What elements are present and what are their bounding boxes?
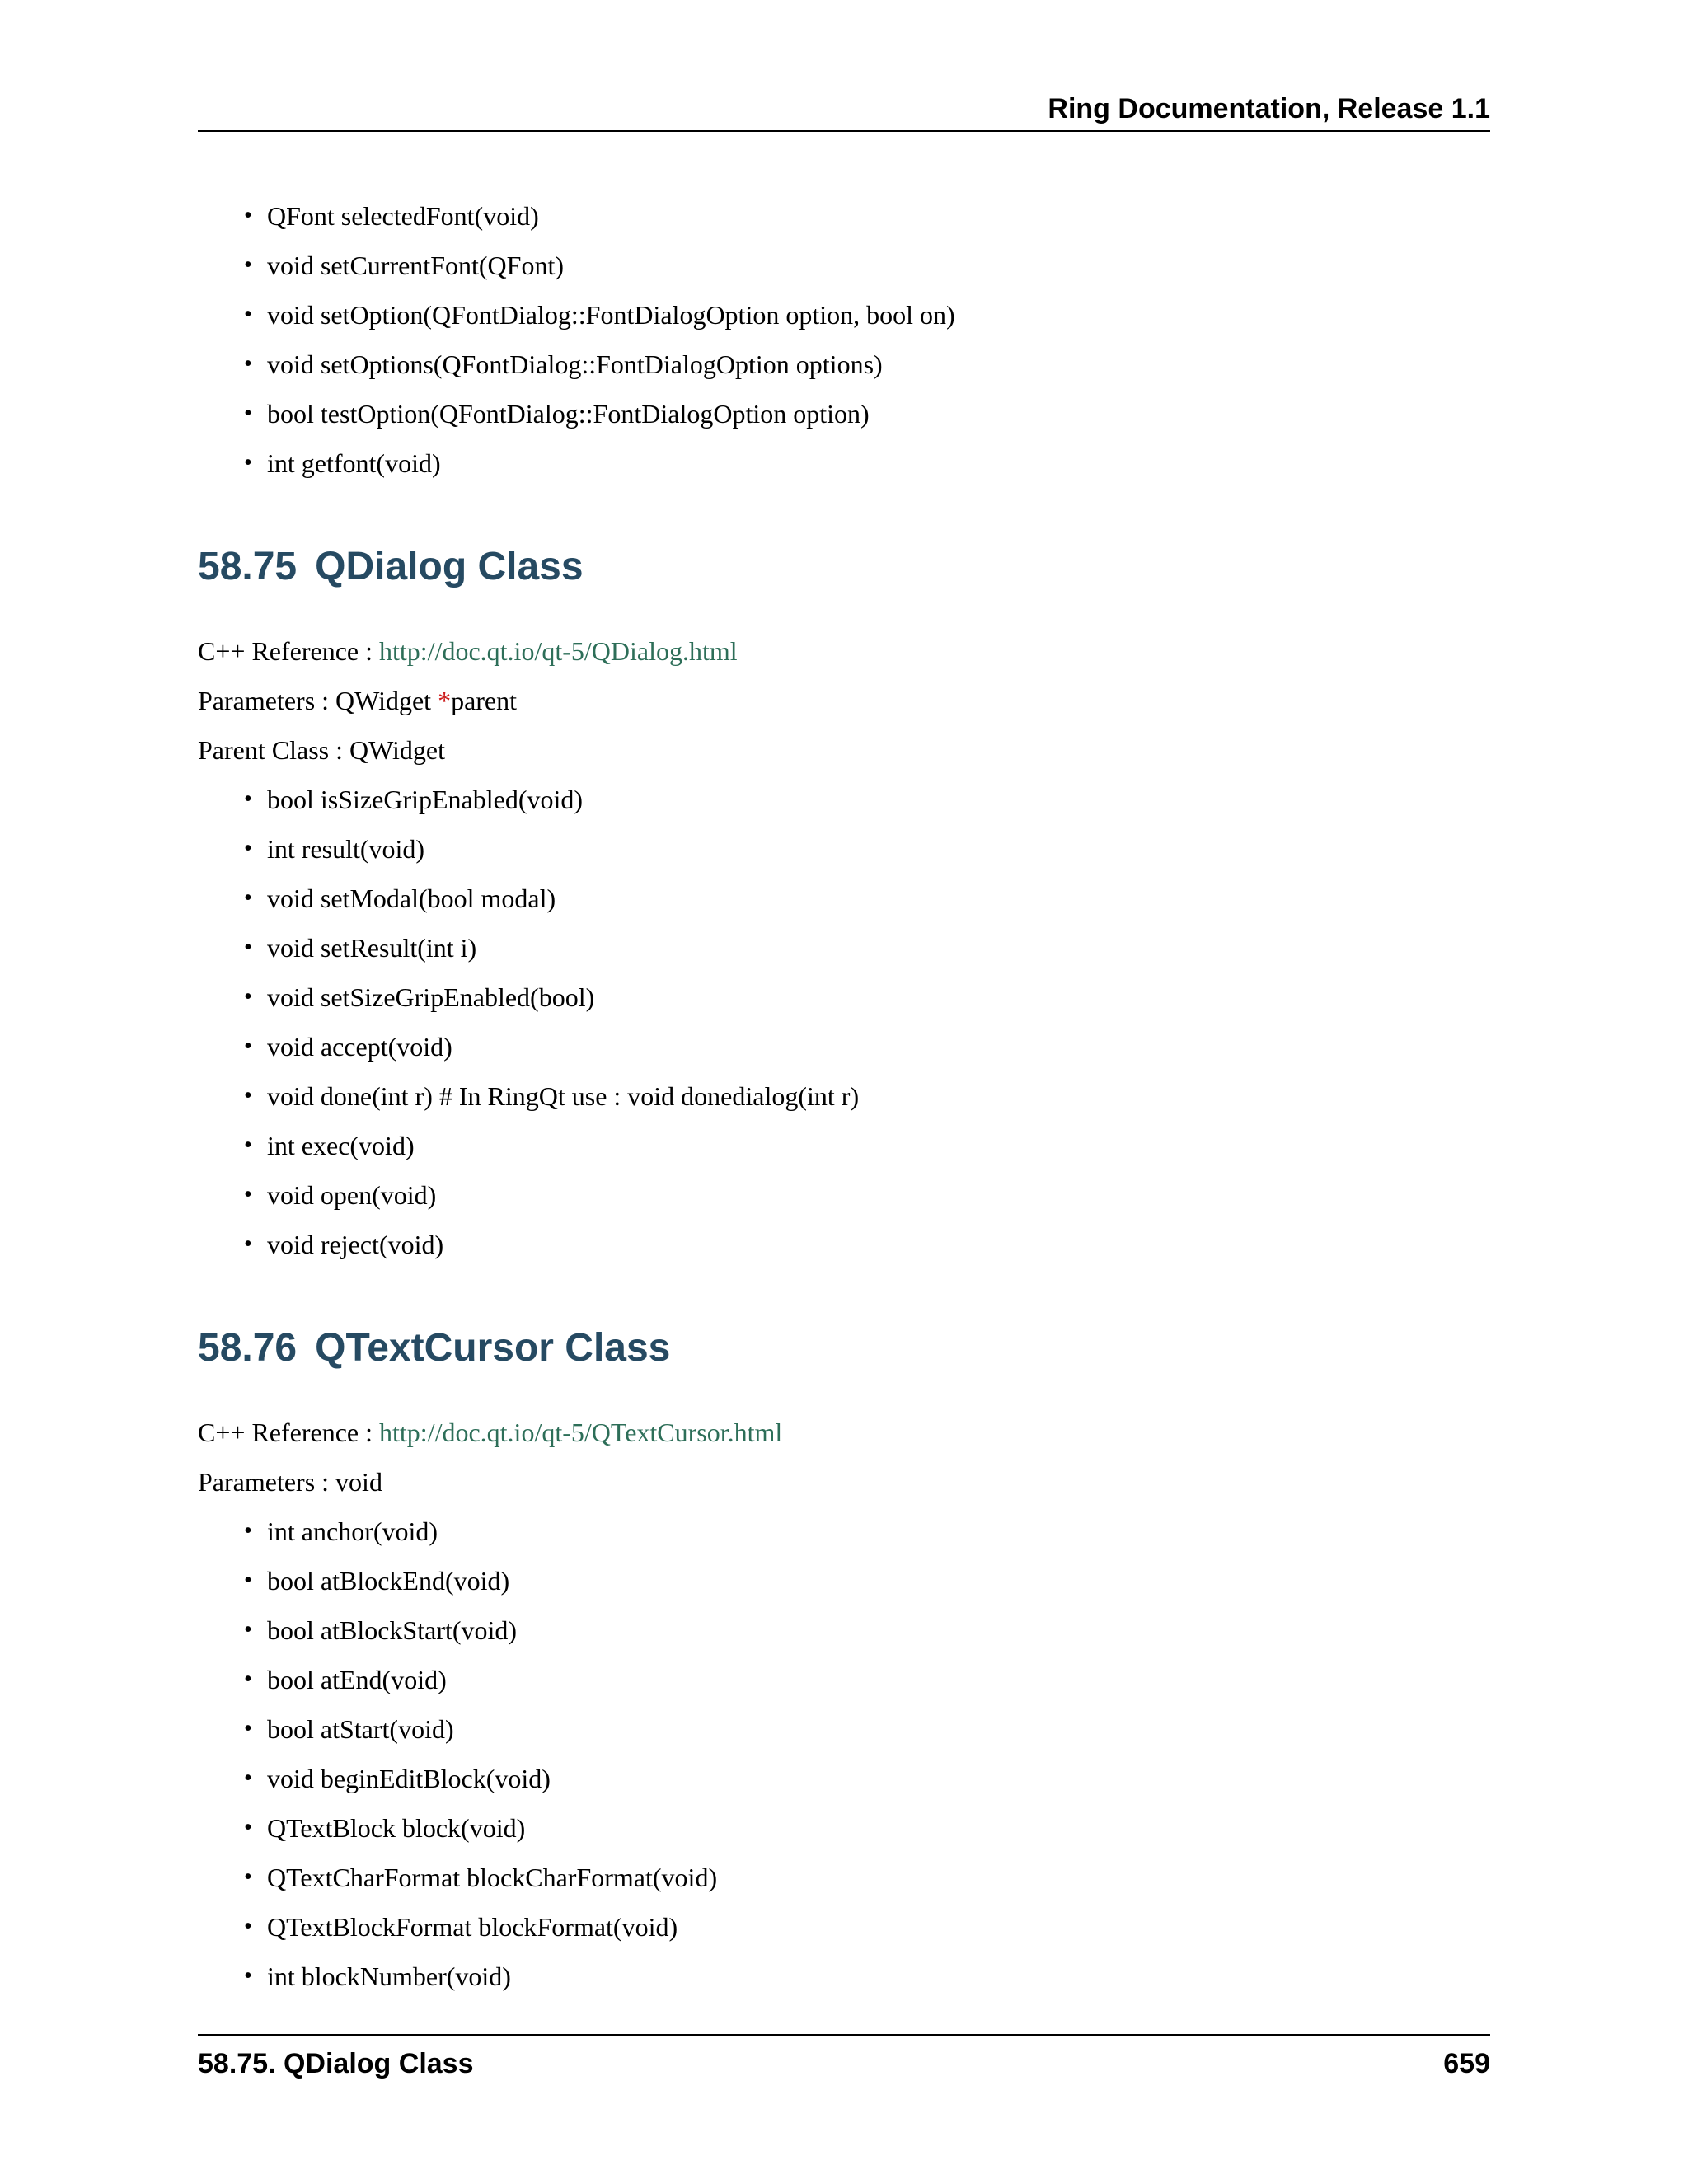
list-item: • int blockNumber(void) — [244, 1952, 717, 2001]
section-heading-qtextcursor — [198, 1325, 670, 1371]
list-item: • void setCurrentFont(QFont) — [244, 241, 955, 290]
qdialog-cpp-reference: C++ Reference : http://doc.qt.io/qt-5/QDialog.html — [198, 636, 738, 666]
list-item: • QTextBlock block(void) — [244, 1803, 717, 1853]
section-title: QDialog Class — [315, 545, 584, 588]
bullet-icon: • — [244, 1518, 252, 1544]
footer-section-title: 58.75. QDialog Class — [198, 2048, 474, 2079]
bullet-icon: • — [244, 1666, 252, 1692]
list-item: • void setSizeGripEnabled(bool) — [244, 972, 859, 1022]
qdialog-methods-list — [244, 775, 859, 1269]
list-item: • bool testOption(QFontDialog::FontDialogOption option) — [244, 389, 955, 438]
qtextcursor-cpp-reference: C++ Reference : http://doc.qt.io/qt-5/QTextCursor.html — [198, 1418, 783, 1447]
qdialog-parent-class: Parent Class : QWidget — [198, 735, 445, 765]
list-item: • void done(int r) # In RingQt use : void donedialog(int r) — [244, 1071, 859, 1121]
list-item: • void setOption(QFontDialog::FontDialogOption option, bool on) — [244, 290, 955, 340]
bullet-icon: • — [244, 351, 252, 377]
bullet-icon: • — [244, 836, 252, 861]
bullet-icon: • — [244, 1815, 252, 1840]
bullet-icon: • — [244, 1033, 252, 1059]
bullet-icon: • — [244, 1914, 252, 1939]
qtextcursor-reference-link[interactable]: http://doc.qt.io/qt-5/QTextCursor.html — [379, 1418, 783, 1447]
list-item: • void beginEditBlock(void) — [244, 1754, 717, 1803]
qtextcursor-parameters: Parameters : void — [198, 1467, 382, 1497]
bullet-icon: • — [244, 786, 252, 812]
list-item: • void setOptions(QFontDialog::FontDialogOption options) — [244, 340, 955, 389]
page-footer — [198, 2034, 1490, 2085]
bullet-icon: • — [244, 1182, 252, 1207]
page-header — [198, 92, 1490, 132]
document-title: Ring Documentation, Release 1.1 — [1048, 93, 1490, 124]
list-item: • void accept(void) — [244, 1022, 859, 1071]
list-item: • void open(void) — [244, 1170, 859, 1220]
list-item: • int exec(void) — [244, 1121, 859, 1170]
section-number: 58.76 — [198, 1326, 298, 1370]
list-item: • QTextCharFormat blockCharFormat(void) — [244, 1853, 717, 1902]
list-item: • bool atEnd(void) — [244, 1655, 717, 1704]
bullet-icon: • — [244, 1132, 252, 1158]
list-item: • bool atStart(void) — [244, 1704, 717, 1754]
bullet-icon: • — [244, 1617, 252, 1643]
bullet-icon: • — [244, 302, 252, 327]
list-item: • bool isSizeGripEnabled(void) — [244, 775, 859, 824]
qdialog-parameters: Parameters : QWidget *parent — [198, 686, 518, 715]
bullet-icon: • — [244, 1231, 252, 1257]
list-item: • QTextBlockFormat blockFormat(void) — [244, 1902, 717, 1952]
list-item: • int getfont(void) — [244, 438, 955, 488]
list-item: • void setModal(bool modal) — [244, 874, 859, 923]
list-item: • int anchor(void) — [244, 1507, 717, 1556]
bullet-icon: • — [244, 450, 252, 476]
bullet-icon: • — [244, 1765, 252, 1791]
bullet-icon: • — [244, 885, 252, 911]
bullet-icon: • — [244, 203, 252, 228]
list-item: • bool atBlockStart(void) — [244, 1605, 717, 1655]
list-item: • void reject(void) — [244, 1220, 859, 1269]
qfontdialog-methods-list — [244, 191, 955, 488]
bullet-icon: • — [244, 401, 252, 426]
page-number: 659 — [1443, 2048, 1490, 2079]
section-title: QTextCursor Class — [315, 1326, 671, 1370]
bullet-icon: • — [244, 1963, 252, 1989]
bullet-icon: • — [244, 1568, 252, 1593]
list-item: • QFont selectedFont(void) — [244, 191, 955, 241]
section-heading-qdialog — [198, 544, 584, 590]
bullet-icon: • — [244, 984, 252, 1010]
bullet-icon: • — [244, 1716, 252, 1741]
section-number: 58.75 — [198, 545, 298, 588]
qtextcursor-methods-list — [244, 1507, 717, 2001]
bullet-icon: • — [244, 252, 252, 278]
bullet-icon: • — [244, 1864, 252, 1890]
list-item: • int result(void) — [244, 824, 859, 874]
list-item: • void setResult(int i) — [244, 923, 859, 972]
bullet-icon: • — [244, 1083, 252, 1108]
list-item: • bool atBlockEnd(void) — [244, 1556, 717, 1605]
qdialog-reference-link[interactable]: http://doc.qt.io/qt-5/QDialog.html — [379, 636, 738, 666]
bullet-icon: • — [244, 935, 252, 960]
